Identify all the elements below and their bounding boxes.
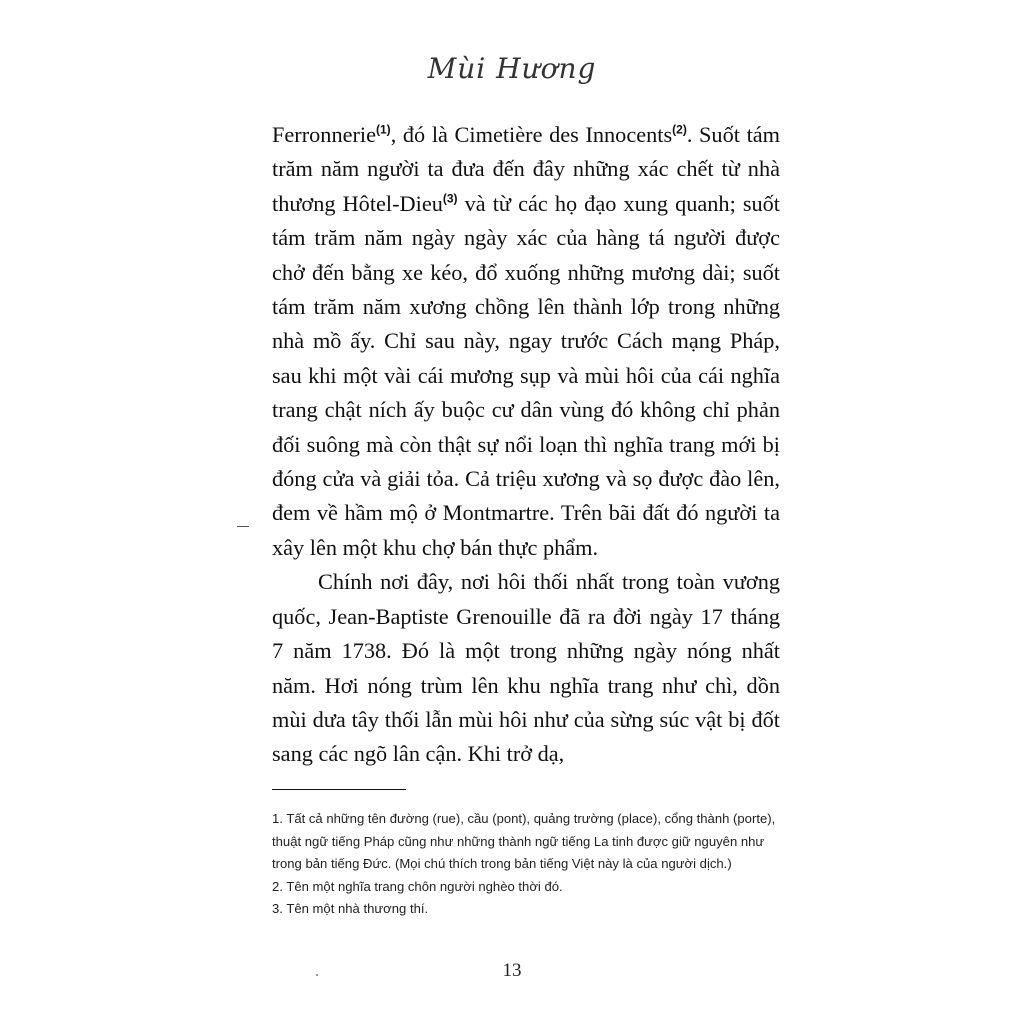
footnote-ref-2: (2) — [672, 122, 687, 137]
footnotes — [272, 808, 782, 921]
footnote-3: 3. Tên một nhà thương thí. — [272, 901, 429, 916]
footnote-ref-1: (1) — [376, 122, 391, 137]
paragraph-1 — [272, 118, 780, 565]
footnote-divider — [272, 789, 406, 790]
page-number: 13 — [502, 960, 522, 981]
paragraph-2: Chính nơi đây, nơi hôi thối nhất trong toàn vương quốc, Jean-Baptiste Grenouille đã ra đời ngày 17 tháng 7 năm 1738. Đó là một trong những ngày nóng nhất năm. Hơi nóng trùm lên khu nghĩa trang như chì, dồn mùi dưa tây thối lẫn mùi hôi như của sừng súc vật bị đốt sang các ngõ lân cận. Khi trở dạ, — [272, 569, 780, 767]
footnote-2: 2. Tên một nghĩa trang chôn người nghèo thời đó. — [272, 878, 563, 894]
footnote-1: 1. Tất cả những tên đường (rue), cầu (pont), quảng trường (place), cổng thành (porte), thuật ngữ tiếng Pháp cũng như những thành ngữ tiếng La tinh được giữ nguyên như trong bản tiếng Đức. (Mọi chú thích trong bản tiếng Việt này là của người dịch.) — [272, 811, 776, 871]
paragraph-1-part-d: và từ các họ đạo xung quanh; suốt tám trăm năm ngày ngày xác của hàng tá người được chở đến bằng xe kéo, đổ xuống những mương dài; suốt tám trăm năm xương chồng lên thành lớp trong những nhà mồ ấy. Chỉ sau này, ngay trước Cách mạng Pháp, sau khi một vài cái mương sụp và mùi hôi của cái nghĩa trang chật ních ấy buộc cư dân vùng đó không chỉ phản đối suông mà còn thật sự nổi loạn thì nghĩa trang mới bị đóng cửa và giải tỏa. Cả triệu xương và sọ được đào lên, đem về hầm mộ ở Montmartre. Trên bãi đất đó người ta xây lên một khu chợ bán thực phẩm. — [272, 190, 780, 560]
paragraph-1-part-a: Ferronnerie — [272, 122, 377, 147]
paragraph-1-part-c: . Suốt tám trăm năm người ta đưa đến đây những xác chết từ nhà thương Hôtel-Dieu — [272, 122, 780, 216]
body-text — [272, 118, 780, 772]
running-title: Mùi Hương — [427, 52, 597, 85]
margin-mark — [237, 526, 249, 527]
footnote-ref-3: (3) — [442, 191, 458, 206]
paragraph-1-part-b: , đó là Cimetière des Innocents — [390, 122, 673, 147]
